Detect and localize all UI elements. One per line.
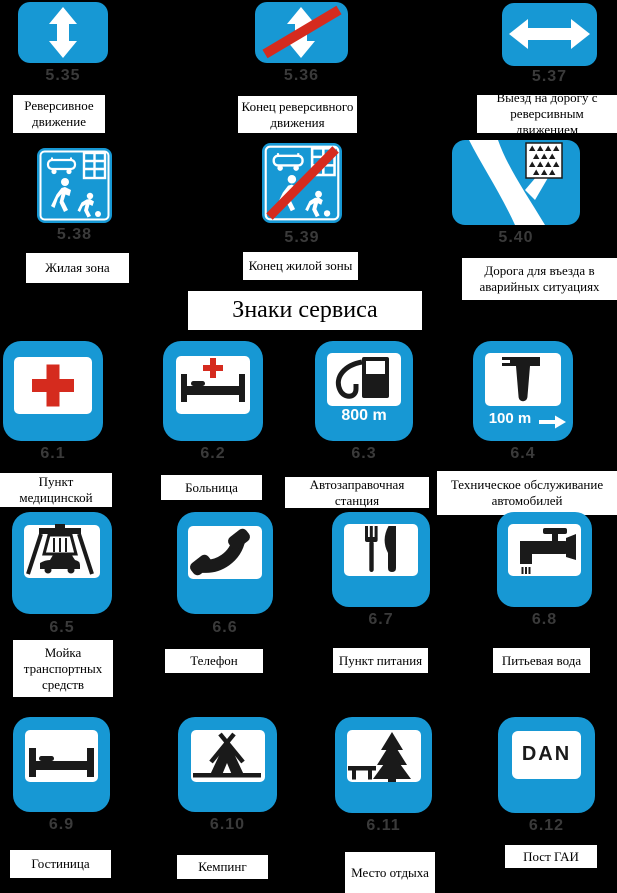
sign-label: Автозаправочная станция	[285, 477, 429, 508]
sign-number: 6.7	[368, 611, 394, 628]
sign-number: 6.9	[48, 816, 75, 833]
sign-number: 5.39	[284, 229, 320, 246]
sign-6-3	[315, 341, 413, 441]
sign-6-5	[12, 512, 112, 614]
sign-6-7	[332, 512, 430, 607]
sign-5-39	[262, 143, 342, 223]
sign-5-35	[18, 2, 108, 63]
sign-label: Мойка транспортных средств	[13, 640, 113, 697]
sign-6-11	[335, 717, 432, 813]
sign-5-36	[255, 2, 348, 63]
sign-label: Пост ГАИ	[505, 845, 597, 868]
sign-6-2	[163, 341, 263, 441]
sign-label: Пункт медицинской	[0, 473, 112, 507]
sign-5-37	[502, 3, 597, 66]
sign-label: Больница	[161, 475, 262, 500]
sign-number: 6.5	[49, 619, 75, 636]
sign-5-38	[37, 148, 112, 223]
sign-number: 6.4	[510, 445, 536, 462]
sign-label: Реверсивное движение	[13, 95, 105, 133]
sign-6-1	[3, 341, 103, 441]
sign-number: 5.38	[56, 226, 93, 243]
sign-label: Кемпинг	[177, 855, 268, 879]
sign-label: Место отдыха	[345, 852, 435, 893]
sign-6-9	[13, 717, 110, 812]
sign-number: 6.10	[209, 816, 246, 833]
sign-number: 6.3	[351, 445, 377, 462]
sign-number: 5.40	[498, 229, 534, 246]
sign-6-10	[178, 717, 277, 812]
distance-text: 800 m	[341, 407, 387, 424]
sign-number: 6.8	[531, 611, 558, 628]
sign-label: Выезд на дорогу с реверсивным движением	[477, 95, 617, 133]
sign-label: Телефон	[165, 649, 263, 673]
sign-number: 6.2	[200, 445, 226, 462]
sign-number: 6.12	[528, 817, 565, 834]
sign-number: 6.6	[212, 619, 238, 636]
sign-label: Гостиница	[10, 850, 111, 878]
distance-text: 100 m	[488, 410, 532, 427]
sign-number: 6.11	[366, 817, 401, 834]
sign-number: 5.37	[531, 68, 568, 85]
sign-label: Конец жилой зоны	[243, 252, 358, 280]
sign-number: 5.36	[283, 67, 320, 84]
sign-6-6	[177, 512, 273, 614]
sign-number: 5.35	[45, 67, 81, 84]
sign-5-40	[452, 140, 580, 225]
sign-label: Пункт питания	[333, 648, 428, 673]
sign-label: Техническое обслуживание автомобилей	[437, 471, 617, 515]
police-post-text: DAN	[521, 743, 572, 765]
sign-6-8	[497, 512, 592, 607]
sign-label: Жилая зона	[26, 253, 129, 283]
sign-label: Питьевая вода	[493, 648, 590, 673]
section-title: Знаки сервиса	[188, 291, 422, 330]
sign-label: Дорога для въезда в аварийных ситуациях	[462, 258, 617, 300]
sign-number: 6.1	[40, 445, 66, 462]
sign-label: Конец реверсивного движения	[238, 96, 357, 133]
